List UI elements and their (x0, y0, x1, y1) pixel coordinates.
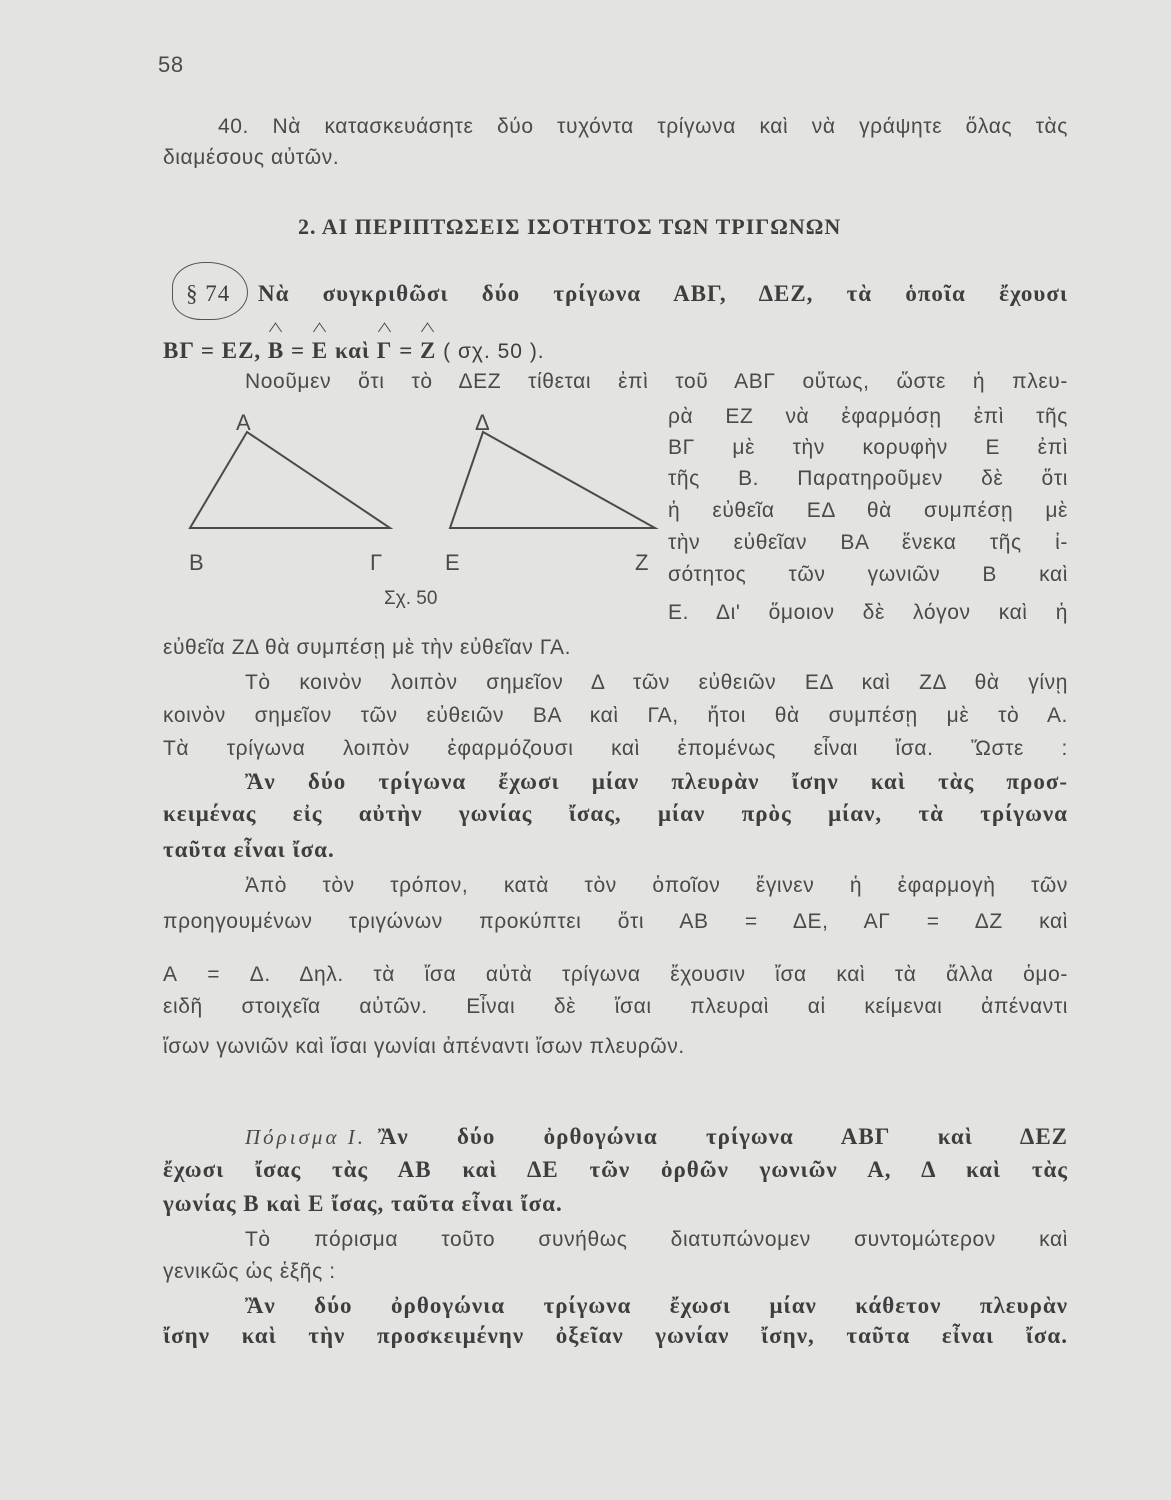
text-line: Τὰ τρίγωνα λοιπὸν ἐφαρμόζουσι καὶ ἑπομένως εἶναι ἴσα. Ὥστε : (163, 737, 1068, 760)
vertex-e: Ε (445, 550, 460, 575)
text-line: Τὸ πόρισμα τοῦτο συνήθως διατυπώνομεν συντομώτερον καὶ (245, 1228, 1068, 1251)
text-line: τὴν εὐθεῖαν ΒΑ ἕνεκα τῆς ἰ- (668, 531, 1068, 554)
page-number: 58 (158, 52, 184, 77)
equals: = (207, 963, 221, 986)
condition-sides: ΒΓ = ΕΖ, (163, 338, 262, 363)
angle-d: Δ (249, 963, 265, 986)
text-line: ἴσων γωνιῶν καὶ ἴσαι γωνίαι ἀπέναντι ἴσων πλευρῶν. (163, 1035, 685, 1058)
equals: = (399, 338, 414, 363)
vertex-a: Α (236, 410, 251, 435)
corollary-label: Πόρισμα Ι. (245, 1125, 366, 1149)
equals: = (291, 338, 306, 363)
corollary-line: ἔχωσι ἴσας τὰς ΑΒ καὶ ΔΕ τῶν ὀρθῶν γωνιῶν Α, Δ καὶ τὰς (163, 1157, 1068, 1182)
vertex-z: Ζ (635, 550, 649, 575)
text-line: Νοοῦμεν ὅτι τὸ ΔΕΖ τίθεται ἐπὶ τοῦ ΑΒΓ οὕτως, ὥστε ἡ πλευ- (245, 370, 1068, 393)
final-theorem-line: Ἂν δύο ὀρθογώνια τρίγωνα ἔχωσι μίαν κάθετον πλευρὰν (245, 1293, 1068, 1318)
figure-reference: ( σχ. 50 ). (443, 340, 545, 363)
angle-a: Α (163, 963, 178, 986)
text-line: προηγουμένων τριγώνων προκύπτει ὅτι ΑΒ = ΔΕ, ΑΓ = ΔΖ καὶ (163, 910, 1068, 933)
angle-b: Β (267, 338, 285, 363)
corollary-line (245, 1124, 1068, 1150)
triangle-abg (190, 432, 390, 528)
text-line: Ἀπὸ τὸν τρόπον, κατὰ τὸν ὁποῖον ἔγινεν ἡ ἐφαρμογὴ τῶν (245, 874, 1068, 897)
exercise-line: διαμέσους αὐτῶν. (163, 146, 340, 169)
section-number: § 74 (186, 281, 231, 306)
text-line: γενικῶς ὡς ἑξῆς : (163, 1260, 336, 1283)
vertex-d: Δ (475, 410, 490, 435)
text-line: τῆς Β. Παρατηροῦμεν δὲ ὅτι (668, 467, 1068, 490)
triangle-dez (450, 432, 655, 528)
vertex-g: Γ (370, 550, 383, 575)
text-line (163, 960, 1068, 992)
text-line: Τὸ κοινὸν λοιπὸν σημεῖον Δ τῶν εὐθειῶν ΕΔ καὶ ΖΔ θὰ γίνῃ (245, 671, 1068, 694)
text-span: . Δηλ. τὰ ἴσα αὐτὰ τρίγωνα ἔχουσιν ἴσα καὶ τὰ ἄλλα ὁμο- (264, 963, 1068, 986)
conjunction: καὶ (334, 338, 371, 363)
text-line: ἡ εὐθεῖα ΕΔ θὰ συμπέσῃ μὲ (668, 499, 1068, 522)
exercise-line: 40. Νὰ κατασκευάσητε δύο τυχόντα τρίγωνα καὶ νὰ γράψητε ὅλας τὰς (218, 115, 1068, 138)
text-line: ρὰ ΕΖ νὰ ἐφαρμόσῃ ἐπὶ τῆς (668, 405, 1068, 428)
vertex-b: Β (189, 550, 204, 575)
figure-50 (0, 0, 700, 620)
theorem-line: κειμένας εἰς αὐτὴν γωνίας ἴσας, μίαν πρὸς μίαν, τὰ τρίγωνα (163, 801, 1068, 826)
corollary-line: γωνίας Β καὶ Ε ἴσας, ταῦτα εἶναι ἴσα. (163, 1191, 563, 1216)
text-line: ΒΓ μὲ τὴν κορυφὴν Ε ἐπὶ (668, 436, 1068, 459)
text-line: κοινὸν σημεῖον τῶν εὐθειῶν ΒΑ καὶ ΓΑ, ἤτοι θὰ συμπέσῃ μὲ τὸ Α. (163, 704, 1068, 727)
final-theorem-line: ἴσην καὶ τὴν προσκειμένην ὀξεῖαν γωνίαν ἴσην, ταῦτα εἶναι ἴσα. (163, 1323, 1068, 1348)
figure-caption: Σχ. 50 (384, 588, 438, 609)
angle-g: Γ (376, 338, 393, 363)
theorem-line: Ἂν δύο τρίγωνα ἔχωσι μίαν πλευρὰν ἴσην καὶ τὰς προσ- (245, 769, 1068, 794)
text-line: σότητος τῶν γωνιῶν Β καὶ (668, 563, 1068, 586)
text-line: εὐθεῖα ΖΔ θὰ συμπέσῃ μὲ τὴν εὐθεῖαν ΓΑ. (163, 636, 572, 659)
section-heading: 2. ΑΙ ΠΕΡΙΠΤΩΣΕΙΣ ΙΣΟΤΗΤΟΣ ΤΩΝ ΤΡΙΓΩΝΩΝ (298, 214, 842, 239)
corollary-text: Ἂν δύο ὀρθογώνια τρίγωνα ΑΒΓ καὶ ΔΕΖ (378, 1124, 1068, 1149)
angle-z: Ζ (420, 338, 437, 363)
theorem-line: ταῦτα εἶναι ἴσα. (163, 837, 335, 862)
text-line: Ε. Δι' ὅμοιον δὲ λόγον καὶ ἡ (668, 601, 1068, 624)
angle-e: Ε (311, 338, 329, 363)
section-statement: Νὰ συγκριθῶσι δύο τρίγωνα ΑΒΓ, ΔΕΖ, τὰ ὁποῖα ἔχουσι (258, 281, 1068, 306)
text-line: ειδῆ στοιχεῖα αὐτῶν. Εἶναι δὲ ἴσαι πλευραὶ αἱ κείμεναι ἀπέναντι (163, 995, 1068, 1018)
